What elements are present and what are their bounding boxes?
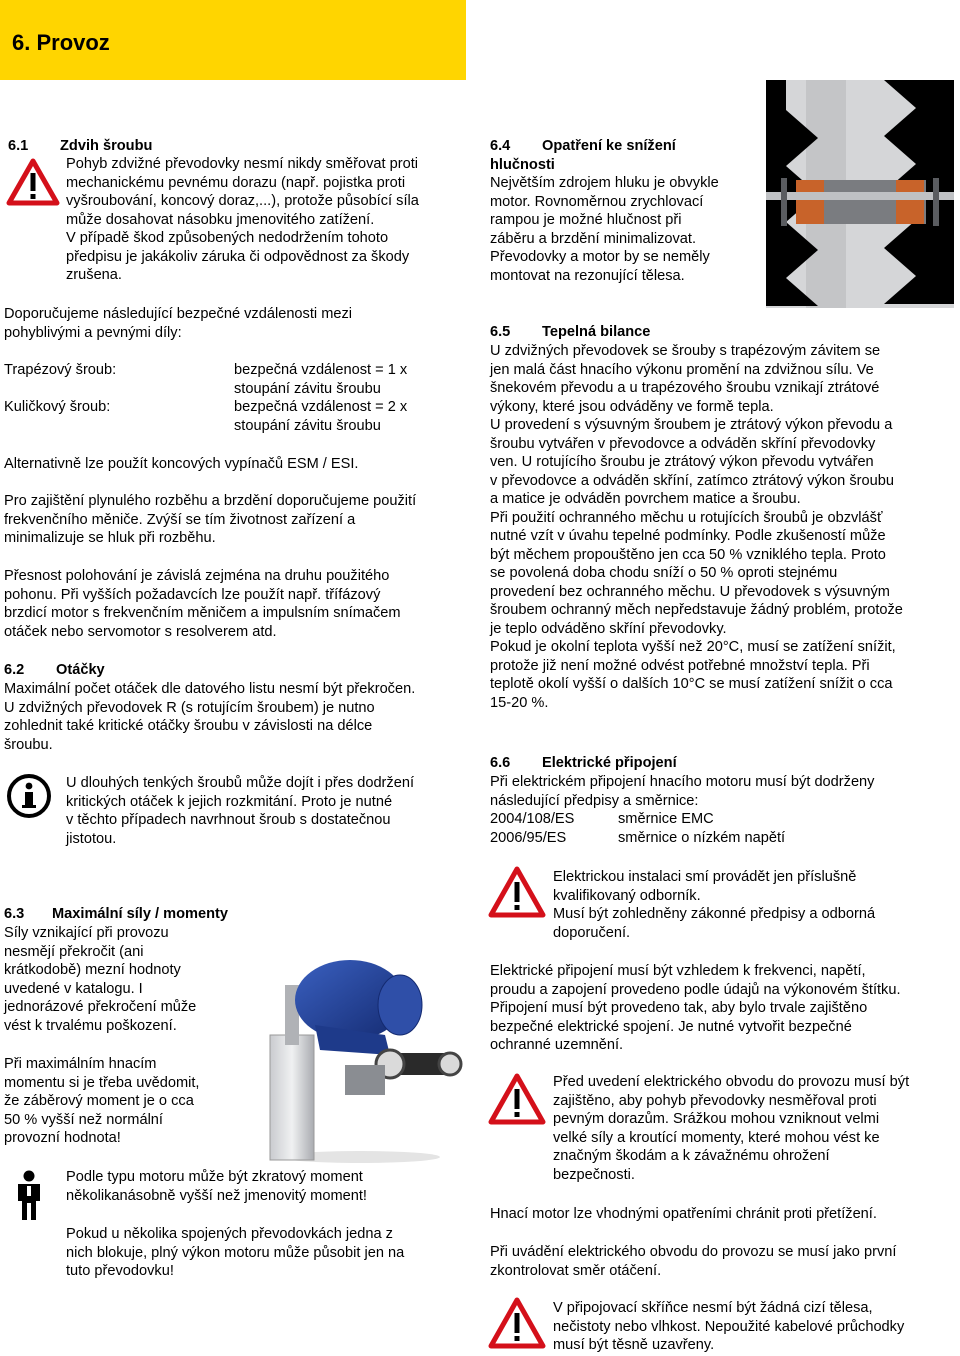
chapter-title: 6. Provoz [12, 30, 110, 55]
section-6-6-text: Při elektrickém připojení hnacího motoru musí být dodrženy následující předpisy a směrnice: 2004/108/ES směrnice EMC 2006/95/ES směrnice o nízkém napětí [490, 773, 955, 847]
section-6-1-text: Pohyb zdvižné převodovky nesmí nikdy směřovat proti mechanickému pevnému dorazu (např. pojistka proti vyšroubování, koncový doraz,...), protože působící síla může dosahovat násobku jmenovitého zatížení. V případě škod způsobených nedodržením tohoto předpisu je jakákoliv záruka či odpovědnost za škody zrušena. [66, 156, 419, 283]
positioning-paragraph: Přesnost polohování je závislá zejména na druhu použitého pohonu. Při vyšších požadavcích lze použít např. třífázový brzdicí motor s frekvenčním měničem a impulsním snímačem otáček nebo servomotor s resolverem atd. [4, 568, 401, 640]
distance-row: Trapézový šroub: bezpečná vzdálenost = 1 x stoupání závitu šroubu [4, 362, 408, 397]
startup-warning: Před uvedení elektrického obvodu do provozu musí být zajištěno, aby pohyb převodovky nesměřoval proti pevným dorazům. Srážkou mohou vzniknout velmi velké síly a kroutící momenty, které mohou vést ke značným škodám a k závažnému ohrožení bezpečnosti. [553, 1074, 910, 1183]
electrical-connection-paragraph: Elektrické připojení musí být vzhledem k frekvenci, napětí, proudu a zapojení provedeno podle údajů na výkonovém štítku. Připojení musí být provedeno tak, aby bylo trvale zajištěno bezpečné elektrické spojení. Je nutné vytvořit bezpečné ochranné uzemnění. [490, 963, 901, 1053]
overload-protection-paragraph: Hnací motor lze vhodnými opatřeními chránit proti přetížení. [490, 1206, 877, 1222]
qualified-installation-warning: Elektrickou instalaci smí provádět jen příslušně kvalifikovaný odborník. Musí být zohledněny zákonné předpisy a odborná doporučení. [553, 869, 876, 941]
section-6-2-text: Maximální počet otáček dle datového listu nesmí být překročen. U zdvižných převodovek R (s rotujícím šroubem) je nutno zohlednit také kritické otáčky šroubu v závislosti na délce šroubu. [4, 681, 416, 753]
soft-start-paragraph: Pro zajištění plynulého rozběhu a brzdění doporučujeme použití frekvenčního měniče. Zvýší se tím životnost zařízení a minimalizuje se hluk při rozběhu. [4, 493, 417, 546]
gearbox-motor-illustration [250, 925, 475, 1165]
spindle-illustration [766, 80, 954, 308]
blocked-gearbox-note: Pokud u několika spojených převodovkách jedna z nich blokuje, plný výkon motoru může působit jen na tuto převodovku! [66, 1226, 405, 1279]
info-icon [6, 773, 52, 819]
section-6-6-heading: 6.6 Elektrické připojení [490, 755, 677, 771]
warning-triangle-icon [488, 1073, 546, 1125]
alternative-note: Alternativně lze použít koncových vypínačů ESM / ESI. [4, 456, 359, 472]
section-6-3-torque-text: Při maximálním hnacím momentu si je třeba uvědomit, že záběrový moment je o cca 50 % vyšší než normální provozní hodnota! [4, 1056, 200, 1146]
info-note: U dlouhých tenkých šroubů může dojít i přes dodržení kritických otáček k jejich rozkmitání. Proto je nutné v těchto případech navrhnout šroub s dostatečnou jistotou. [66, 775, 415, 847]
section-6-4-text: Největším zdrojem hluku je obvykle motor. Rovnoměrnou zrychlovací rampou je možné hlučnost při záběru a brzdění minimalizovat. Převodovky a motor by se neměly montovat na rezonující tělesa. [490, 175, 719, 284]
section-6-5-text: U zdvižných převodovek se šrouby s trapézovým závitem se jen malá část hnacího výkonu promění na zdvižnou sílu. Ve šnekovém převodu a u trapézového šroubu vznikají ztrátové výkony, které jsou odváděny ve formě tepla. U provedení s výsuvným šroubem je ztrátový výkon převodu a šroubu vytvářen v převodovce a odváděn skříní převodovky ven. U rotujícího šroubu je ztrátový výkon převodu vytvářen v převodovce a odváděn skříní, zatímco ztrátový výkon šroubu a matice je odváděn povrchem matice a šroubu. Při použití ochranného měchu u rotujících šroubů je obzvlášť nutné vzít v úvahu tepelné podmínky. Podle zkušeností může být měchem propouštěno jen cca 50 % vzniklého tepla. Proto se povolená doba chodu sníží o 50 % oproti stejnému provedení bez ochranného měchu. U převodovek s výsuvným šroubem ochranný měch nepředstavuje žádný problém, protože je teplo odváděno skříní převodovky. Pokud je okolní teplota vyšší než 20°C, musí se zatížení snížit, protože již není možné odvést potřebné množství tepla. Při teplotě okolí vyšší o dalších 10°C se musí zatížení snížit o cca 15-20 %. [490, 343, 903, 711]
person-icon [12, 1170, 46, 1228]
distance-row: Kuličkový šroub: bezpečná vzdálenost = 2 x stoupání závitu šroubu [4, 399, 408, 434]
directive-row: 2004/108/ES směrnice EMC [490, 811, 714, 827]
short-circuit-torque-note: Podle typu motoru může být zkratový moment několikanásobně vyšší než jmenovitý moment! [66, 1169, 367, 1204]
distances-intro: Doporučujeme následující bezpečné vzdálenosti mezi pohyblivými a pevnými díly: [4, 306, 353, 341]
section-6-3-text: Síly vznikající při provozu nesmějí překročit (ani krátkodobě) mezní hodnoty uvedené v katalogu. I jednorázové překročení může vést k trvalému poškození. [4, 925, 197, 1034]
junction-box-warning: V připojovací skříňce nesmí být žádná cizí tělesa, nečistoty nebo vlhkost. Nepoužité kabelové průchodky musí být těsně uzavřeny. [553, 1300, 905, 1353]
warning-triangle-icon [488, 866, 546, 918]
section-6-5-heading: 6.5 Tepelná bilance [490, 324, 651, 340]
distances-table [4, 361, 474, 435]
section-6-2-heading: 6.2 Otáčky [4, 662, 105, 678]
section-6-1-heading: 6.1 Zdvih šroubu [8, 138, 153, 154]
warning-triangle-icon [6, 158, 60, 206]
section-6-4-heading: 6.4 Opatření ke snížení hlučnosti [490, 138, 676, 173]
section-6-3-heading: 6.3 Maximální síly / momenty [4, 906, 228, 922]
directive-row: 2006/95/ES směrnice o nízkém napětí [490, 829, 786, 846]
warning-triangle-icon [488, 1297, 546, 1349]
rotation-check-paragraph: Při uvádění elektrického obvodu do provozu se musí jako první zkontrolovat směr otáčení. [490, 1244, 897, 1279]
